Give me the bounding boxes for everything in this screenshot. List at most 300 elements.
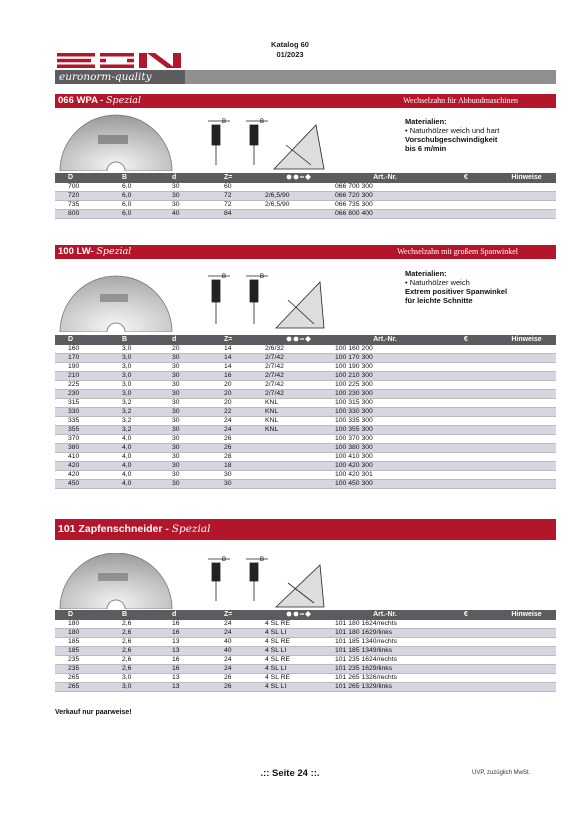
table-cell: 735	[55, 201, 107, 210]
table-cell: 355	[55, 426, 107, 435]
table-header-row	[55, 173, 556, 183]
materials-title: Materialien:	[405, 269, 447, 278]
table-row	[55, 399, 556, 408]
table-cell: 72	[211, 201, 263, 210]
table-cell	[435, 453, 497, 462]
table-row	[55, 417, 556, 426]
table-cell: 30	[159, 444, 211, 453]
table-cell: 40	[211, 638, 263, 647]
svg-text:B: B	[222, 119, 227, 125]
table-cell: 6,0	[107, 192, 159, 201]
edn-logo-letters	[55, 53, 185, 68]
table-cell	[435, 683, 497, 692]
table-row	[55, 426, 556, 435]
section-title: 101 Zapfenschneider - Spezial	[58, 523, 211, 535]
column-header: B	[107, 173, 159, 183]
tooth-geometry-diagram	[196, 270, 328, 332]
svg-text:B: B	[260, 274, 265, 280]
table-cell: 265	[55, 683, 107, 692]
column-header: d	[159, 173, 211, 183]
table-cell: 101 180 1629/links	[335, 629, 435, 638]
table-cell	[263, 435, 335, 444]
table-cell: 330	[55, 408, 107, 417]
table-cell: 30	[159, 426, 211, 435]
table-cell: 30	[159, 192, 211, 201]
table-cell: 4,0	[107, 462, 159, 471]
table-cell: 14	[211, 345, 263, 354]
column-header	[263, 335, 335, 345]
column-header: Hinweise	[497, 335, 556, 345]
table-cell: 30	[159, 381, 211, 390]
table-cell: 101 265 1329/links	[335, 683, 435, 692]
table-cell: 2,6	[107, 638, 159, 647]
table-cell: 30	[159, 480, 211, 489]
table-cell	[497, 381, 556, 390]
table-cell	[435, 381, 497, 390]
table-cell: 3,2	[107, 417, 159, 426]
table-cell: 100 450 300	[335, 480, 435, 489]
table-row	[55, 647, 556, 656]
page-number: .:: Seite 24 ::.	[260, 768, 320, 779]
table-row	[55, 183, 556, 192]
table-cell	[435, 620, 497, 629]
table-cell	[435, 471, 497, 480]
table-row	[55, 372, 556, 381]
table-cell: 180	[55, 629, 107, 638]
table-cell	[497, 201, 556, 210]
column-header: Hinweise	[497, 610, 556, 620]
table-cell: 24	[211, 665, 263, 674]
table-cell: 20	[159, 345, 211, 354]
table-row	[55, 683, 556, 692]
table-cell: 2,6	[107, 647, 159, 656]
table-cell: 3,0	[107, 683, 159, 692]
table-cell	[497, 656, 556, 665]
table-cell	[497, 665, 556, 674]
table-cell: 185	[55, 647, 107, 656]
table-cell: 30	[211, 471, 263, 480]
table-cell	[497, 471, 556, 480]
table-cell: KNL	[263, 417, 335, 426]
table-cell	[435, 674, 497, 683]
table-cell	[263, 210, 335, 219]
table-cell: 18	[211, 462, 263, 471]
table-cell: 370	[55, 435, 107, 444]
table-cell	[435, 408, 497, 417]
table-cell: 100 230 300	[335, 390, 435, 399]
column-header: d	[159, 610, 211, 620]
table-cell: 26	[211, 444, 263, 453]
svg-text:B: B	[222, 557, 227, 563]
materials-line: Vorschubgeschwindigkeit	[405, 135, 498, 144]
table-cell: 100 335 300	[335, 417, 435, 426]
materials-block	[405, 117, 499, 153]
table-row	[55, 210, 556, 219]
saw-blade-image	[58, 553, 174, 609]
table-cell: 30	[211, 480, 263, 489]
table-cell: 380	[55, 444, 107, 453]
table-cell	[497, 480, 556, 489]
materials-line: • Naturhölzer weich und hart	[405, 126, 500, 135]
footnote: Verkauf nur paarweise!	[55, 709, 132, 716]
table-cell: 16	[159, 665, 211, 674]
table-cell: 30	[159, 453, 211, 462]
table-cell: 100 420 301	[335, 471, 435, 480]
table-cell: 185	[55, 638, 107, 647]
table-row	[55, 435, 556, 444]
materials-line: Extrem positiver Spanwinkel	[405, 287, 508, 296]
table-row	[55, 408, 556, 417]
table-cell	[435, 629, 497, 638]
table-cell: 4,0	[107, 444, 159, 453]
column-header: €	[435, 335, 497, 345]
table-cell: 4,0	[107, 480, 159, 489]
table-cell: 13	[159, 638, 211, 647]
table-cell	[435, 210, 497, 219]
table-header-row	[55, 610, 556, 620]
table-cell: 4 SL RE	[263, 620, 335, 629]
table-cell	[435, 201, 497, 210]
table-cell: 4,0	[107, 471, 159, 480]
table-cell: 265	[55, 674, 107, 683]
table-cell	[435, 647, 497, 656]
table-cell	[435, 372, 497, 381]
table-cell: 2/7/42	[263, 354, 335, 363]
column-header: Z=	[211, 610, 263, 620]
table-cell: 14	[211, 354, 263, 363]
table-cell: 13	[159, 683, 211, 692]
table-row	[55, 444, 556, 453]
table-row	[55, 471, 556, 480]
product-table-066	[55, 173, 556, 219]
table-cell: 170	[55, 354, 107, 363]
table-cell	[435, 345, 497, 354]
table-cell	[435, 444, 497, 453]
table-row	[55, 192, 556, 201]
column-header: D	[55, 173, 107, 183]
edn-logo	[55, 53, 185, 84]
section-subtitle: Wechselzahn mit großem Spanwinkel	[397, 247, 518, 256]
table-cell	[497, 345, 556, 354]
column-header: Hinweise	[497, 173, 556, 183]
table-cell	[435, 417, 497, 426]
table-cell: 066 735 300	[335, 201, 435, 210]
column-header: B	[107, 610, 159, 620]
table-cell: 2/6,5/90	[263, 192, 335, 201]
tooth-geometry-diagram	[196, 553, 328, 609]
table-cell: 13	[159, 647, 211, 656]
table-cell: 160	[55, 345, 107, 354]
table-cell: 100 225 300	[335, 381, 435, 390]
table-cell	[497, 435, 556, 444]
table-cell: 3,0	[107, 354, 159, 363]
table-cell	[435, 363, 497, 372]
table-cell	[497, 408, 556, 417]
table-cell: 30	[159, 435, 211, 444]
table-cell	[497, 683, 556, 692]
table-row	[55, 201, 556, 210]
table-cell: 180	[55, 620, 107, 629]
table-cell: 066 800 400	[335, 210, 435, 219]
table-cell: KNL	[263, 399, 335, 408]
section-banner-101	[55, 519, 556, 540]
table-cell: 60	[211, 183, 263, 192]
materials-block	[405, 269, 507, 305]
tooth-shape-symbol	[285, 610, 313, 618]
table-row	[55, 381, 556, 390]
table-cell: 2,6	[107, 620, 159, 629]
table-cell: 4 SL LI	[263, 647, 335, 656]
table-cell	[263, 471, 335, 480]
table-cell: KNL	[263, 408, 335, 417]
svg-text:B: B	[260, 557, 265, 563]
column-header: d	[159, 335, 211, 345]
table-cell: 16	[159, 656, 211, 665]
table-cell	[435, 354, 497, 363]
table-cell: 4 SL RE	[263, 638, 335, 647]
section-subtitle: Wechselzahn für Abbundmaschinen	[403, 96, 518, 105]
table-cell: 100 160 200	[335, 345, 435, 354]
table-cell	[497, 417, 556, 426]
table-row	[55, 629, 556, 638]
table-cell	[263, 444, 335, 453]
table-cell	[435, 665, 497, 674]
table-cell: 24	[211, 426, 263, 435]
table-cell: 16	[159, 629, 211, 638]
table-cell: 101 235 1624/rechts	[335, 656, 435, 665]
table-cell: 2/6,5/90	[263, 201, 335, 210]
table-cell: 100 380 300	[335, 444, 435, 453]
table-cell: 4,0	[107, 453, 159, 462]
table-cell: 3,0	[107, 363, 159, 372]
table-cell: 40	[159, 210, 211, 219]
svg-text:B: B	[260, 119, 265, 125]
table-cell	[435, 638, 497, 647]
table-cell: 6,0	[107, 210, 159, 219]
table-row	[55, 345, 556, 354]
column-header: Art.-Nr.	[335, 335, 435, 345]
table-row	[55, 674, 556, 683]
table-cell: 2/7/42	[263, 390, 335, 399]
table-cell: 101 235 1629/links	[335, 665, 435, 674]
table-cell	[497, 647, 556, 656]
table-cell: 4 SL LI	[263, 683, 335, 692]
table-cell: 420	[55, 471, 107, 480]
section-title: 100 LW- Spezial	[58, 246, 132, 257]
saw-blade-image	[58, 270, 174, 332]
table-cell: 26	[211, 435, 263, 444]
materials-line: für leichte Schnitte	[405, 296, 473, 305]
table-cell	[435, 183, 497, 192]
table-cell	[435, 435, 497, 444]
column-header: €	[435, 173, 497, 183]
table-cell: 30	[159, 399, 211, 408]
table-cell: 28	[211, 453, 263, 462]
table-cell	[497, 453, 556, 462]
materials-line: • Naturhölzer weich	[405, 278, 470, 287]
table-cell: 101 265 1326/rechts	[335, 674, 435, 683]
table-row	[55, 462, 556, 471]
table-cell: 4 SL LI	[263, 665, 335, 674]
table-cell	[435, 462, 497, 471]
table-cell: 20	[211, 381, 263, 390]
svg-text:B: B	[222, 274, 227, 280]
table-row	[55, 620, 556, 629]
table-cell: 40	[211, 647, 263, 656]
table-cell	[497, 363, 556, 372]
table-cell	[497, 620, 556, 629]
table-cell: 450	[55, 480, 107, 489]
section-banner-066	[55, 94, 556, 108]
table-cell: 2/7/42	[263, 372, 335, 381]
column-header: €	[435, 610, 497, 620]
table-cell	[497, 354, 556, 363]
table-cell: 3,2	[107, 426, 159, 435]
table-cell: 101 180 1624/rechts	[335, 620, 435, 629]
table-cell: 30	[159, 462, 211, 471]
column-header: Art.-Nr.	[335, 173, 435, 183]
table-cell: 335	[55, 417, 107, 426]
table-cell: 3,0	[107, 674, 159, 683]
price-note: UVP, zuzüglich MwSt.	[472, 770, 531, 776]
table-cell	[497, 674, 556, 683]
tooth-shape-symbol	[285, 335, 313, 343]
table-cell	[263, 462, 335, 471]
table-cell: 30	[159, 372, 211, 381]
table-cell: 6,0	[107, 183, 159, 192]
table-cell	[497, 629, 556, 638]
materials-title: Materialien:	[405, 117, 447, 126]
table-cell: 30	[159, 354, 211, 363]
table-cell: 30	[159, 363, 211, 372]
table-row	[55, 480, 556, 489]
column-header	[263, 173, 335, 183]
table-row	[55, 363, 556, 372]
table-row	[55, 656, 556, 665]
tooth-shape-symbol	[285, 173, 313, 181]
materials-line: bis 6 m/min	[405, 144, 447, 153]
table-cell: 30	[159, 201, 211, 210]
table-cell: 2/7/42	[263, 363, 335, 372]
table-cell	[497, 426, 556, 435]
table-cell: 235	[55, 665, 107, 674]
column-header: D	[55, 335, 107, 345]
table-cell: 190	[55, 363, 107, 372]
table-cell: 720	[55, 192, 107, 201]
table-cell: 3,0	[107, 390, 159, 399]
table-cell: 100 315 300	[335, 399, 435, 408]
table-row	[55, 638, 556, 647]
table-cell: 066 720 300	[335, 192, 435, 201]
table-cell	[497, 390, 556, 399]
table-cell: 24	[211, 656, 263, 665]
column-header: D	[55, 610, 107, 620]
table-cell: 3,2	[107, 399, 159, 408]
column-header: B	[107, 335, 159, 345]
table-cell: 24	[211, 620, 263, 629]
product-table-100	[55, 335, 556, 489]
catalog-number: Katalog 60	[271, 40, 309, 49]
table-cell: 410	[55, 453, 107, 462]
table-cell: 30	[159, 408, 211, 417]
table-cell: 4 SL RE	[263, 656, 335, 665]
table-cell: 24	[211, 417, 263, 426]
table-cell: 235	[55, 656, 107, 665]
table-cell: 30	[159, 417, 211, 426]
table-header-row	[55, 335, 556, 345]
section-banner-100	[55, 245, 556, 259]
table-cell: 26	[211, 683, 263, 692]
table-cell: KNL	[263, 426, 335, 435]
table-cell: 2/7/42	[263, 381, 335, 390]
table-cell	[497, 444, 556, 453]
column-header: Z=	[211, 173, 263, 183]
table-cell	[497, 372, 556, 381]
table-cell: 3,0	[107, 381, 159, 390]
table-cell: 700	[55, 183, 107, 192]
table-cell: 30	[159, 471, 211, 480]
table-cell	[497, 192, 556, 201]
table-cell: 4 SL LI	[263, 629, 335, 638]
table-cell: 16	[159, 620, 211, 629]
table-cell: 3,2	[107, 408, 159, 417]
table-cell: 100 355 300	[335, 426, 435, 435]
table-cell: 30	[159, 183, 211, 192]
table-row	[55, 390, 556, 399]
table-cell: 20	[211, 399, 263, 408]
table-cell: 72	[211, 192, 263, 201]
table-cell	[497, 210, 556, 219]
table-cell	[497, 462, 556, 471]
table-cell: 84	[211, 210, 263, 219]
table-cell: 2,6	[107, 665, 159, 674]
table-cell: 100 410 300	[335, 453, 435, 462]
table-cell: 101 185 1340/rechts	[335, 638, 435, 647]
table-cell	[435, 480, 497, 489]
table-cell	[435, 390, 497, 399]
table-cell: 230	[55, 390, 107, 399]
table-cell: 13	[159, 674, 211, 683]
saw-blade-image	[58, 113, 174, 171]
table-cell	[435, 399, 497, 408]
table-cell: 3,0	[107, 372, 159, 381]
product-table-101	[55, 610, 556, 692]
header-bar	[185, 70, 556, 84]
table-cell: 4,0	[107, 435, 159, 444]
table-cell: 24	[211, 629, 263, 638]
table-cell: 26	[211, 674, 263, 683]
table-cell: 100 330 300	[335, 408, 435, 417]
table-cell	[263, 183, 335, 192]
table-cell: 420	[55, 462, 107, 471]
table-cell: 16	[211, 372, 263, 381]
table-cell: 20	[211, 390, 263, 399]
logo-tagline: euronorm-quality	[55, 70, 185, 84]
table-cell: 2/6/32	[263, 345, 335, 354]
table-cell: 315	[55, 399, 107, 408]
table-cell: 6,0	[107, 201, 159, 210]
tooth-geometry-diagram	[196, 115, 328, 173]
table-cell: 4 SL RE	[263, 674, 335, 683]
table-cell	[435, 192, 497, 201]
table-cell	[435, 426, 497, 435]
table-cell: 066 700 300	[335, 183, 435, 192]
table-cell: 225	[55, 381, 107, 390]
table-cell	[435, 656, 497, 665]
table-cell: 22	[211, 408, 263, 417]
column-header: Z=	[211, 335, 263, 345]
table-cell	[263, 480, 335, 489]
